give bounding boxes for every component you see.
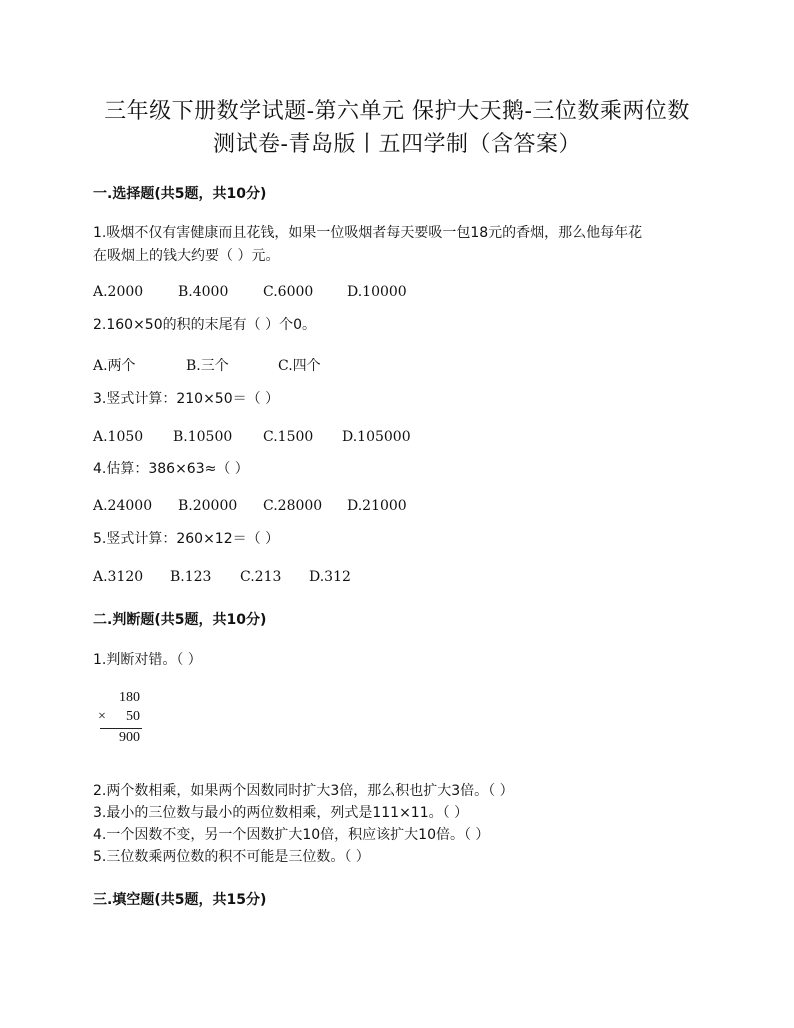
question-1-text-line-1: 1.吸烟不仅有害健康而且花钱，如果一位吸烟者每天要吸一包18元的香烟，那么他每年花 (93, 225, 643, 241)
option-c: C.1500 (263, 429, 314, 445)
question-5: 5.竖式计算：260×12＝（ ） (93, 531, 280, 547)
multiplicand: 180 (119, 690, 140, 705)
question-1 (93, 222, 642, 268)
judgement-question-4: 4.一个因数不变，另一个因数扩大10倍，积应该扩大10倍。（ ） (93, 827, 490, 843)
option-d: D.21000 (347, 498, 407, 514)
option-d: D.10000 (347, 284, 407, 300)
question-2: 2.160×50的积的末尾有（ ）个0。 (93, 317, 316, 333)
question-1-text-line-2: 在吸烟上的钱大约要（ ）元。 (93, 248, 280, 264)
multiply-sign: × (98, 709, 106, 724)
option-b: B.123 (170, 569, 212, 585)
document-title-line-1: 三年级下册数学试题-第六单元 保护大天鹅-三位数乘两位数 (104, 99, 690, 124)
judgement-question-5: 5.三位数乘两位数的积不可能是三位数。（ ） (93, 849, 370, 865)
question-4: 4.估算：386×63≈（ ） (93, 461, 249, 477)
judgement-question-3: 3.最小的三位数与最小的两位数相乘，列式是111×11。（ ） (93, 805, 469, 821)
option-d: D.312 (309, 569, 351, 585)
section-heading-fill-in: 三.填空题(共5题，共15分) (93, 892, 267, 908)
option-c: C.6000 (263, 284, 314, 300)
document-title-line-2: 测试卷-青岛版丨五四学制（含答案） (213, 132, 581, 157)
option-c: C.28000 (263, 498, 323, 514)
option-b: B.4000 (178, 284, 229, 300)
vertical-multiplication (98, 690, 142, 748)
option-a: A.24000 (93, 498, 153, 514)
section-heading-judgement: 二.判断题(共5题，共10分) (93, 612, 267, 628)
option-b: B.三个 (186, 358, 229, 374)
option-b: B.20000 (178, 498, 238, 514)
judgement-question-2: 2.两个数相乘，如果两个因数同时扩大3倍，那么积也扩大3倍。（ ） (93, 783, 514, 799)
option-a: A.2000 (93, 284, 144, 300)
question-3: 3.竖式计算：210×50＝（ ） (93, 391, 280, 407)
option-d: D.105000 (342, 429, 411, 445)
option-c: C.四个 (278, 358, 321, 374)
option-c: C.213 (240, 569, 282, 585)
multiplier: 50 (126, 709, 140, 724)
option-a: A.两个 (93, 358, 136, 374)
option-b: B.10500 (173, 429, 233, 445)
calc-divider-line (100, 728, 142, 729)
section-heading-choice: 一.选择题(共5题，共10分) (93, 186, 267, 202)
judgement-question-1: 1.判断对错。（ ） (93, 652, 202, 668)
option-a: A.3120 (93, 569, 144, 585)
option-a: A.1050 (93, 429, 144, 445)
product: 900 (119, 730, 140, 745)
